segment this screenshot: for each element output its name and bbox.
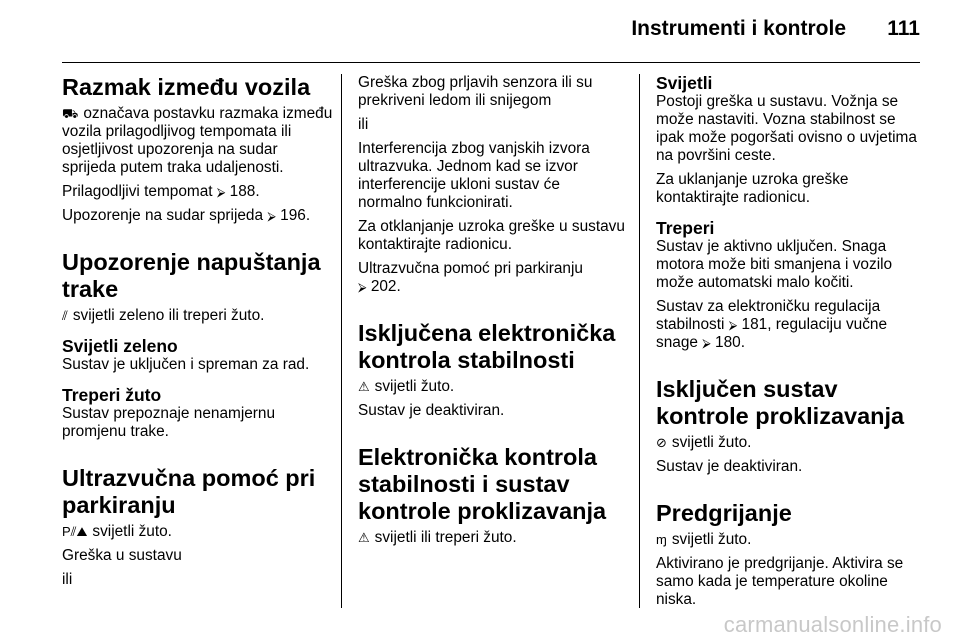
heading-tc-off: Isključen sustav kontrole proklizavanja <box>656 376 905 429</box>
paragraph-lit-contact: Za uklanjanje uzroka greške kontaktirajte radionicu. <box>656 171 849 206</box>
heading-preheat: Predgrijanje <box>656 500 792 526</box>
fcw-reference-text: Upozorenje na sudar sprijeda <box>62 207 264 224</box>
lane-departure-icon: ⫽ <box>62 308 68 323</box>
paragraph-preheat <box>656 531 924 549</box>
preheat-text: svijetli žuto. <box>671 531 752 548</box>
column-2 <box>358 74 628 553</box>
preheat-coil-icon: ɱ <box>656 532 667 547</box>
heading-distance: Razmak između vozila <box>62 74 311 100</box>
paragraph-dirty-sensors: Greška zbog prljavih senzora ili su prekriveni ledom ili snijegom <box>358 74 593 109</box>
column-divider <box>341 74 342 608</box>
paragraph-distance <box>62 105 334 177</box>
paragraph-lit: Postoji greška u sustavu. Vožnja se može nastaviti. Vozna stabilnost se ipak može pogoršati ovisno o uvjetima na površini ceste. <box>656 93 917 164</box>
fcw-reference-page[interactable]: 196. <box>280 207 311 224</box>
paragraph-preheat-info: Aktivirano je predgrijanje. Aktivira se samo kada je temperature okoline niska. <box>656 555 904 608</box>
paragraph-contact-workshop: Za otklanjanje uzroka greške u sustavu kontaktirajte radionicu. <box>358 218 625 253</box>
acc-reference <box>62 183 334 201</box>
esc-icon: ⚠ <box>358 530 370 545</box>
heading-flashing-yellow: Treperi žuto <box>62 385 162 405</box>
paragraph-fault: Greška u sustavu <box>62 547 182 564</box>
car-distance-icon: ⛟ <box>62 106 79 121</box>
distance-text: označava postavku razmaka između vozila prilagodljivog tempomata ili osjetljivost upozorenja na sudar sprijeda putem traka udaljenosti. <box>62 105 333 176</box>
parking-assist-icon: P⫽⛰ <box>62 524 88 539</box>
tc-off-icon: ⊘ <box>656 435 667 450</box>
page-arrow-icon: ⮚ <box>728 318 738 332</box>
paragraph-or: ili <box>358 116 369 133</box>
heading-esc-tc: Elektronička kontrola stabilnosti i sustav kontrole proklizavanja <box>358 444 607 524</box>
parking-reference <box>358 260 628 296</box>
paragraph-parking <box>62 523 334 541</box>
section-title: Instrumenti i kontrole <box>631 17 846 40</box>
column-divider <box>639 74 640 608</box>
paragraph-esc-off-deactivated: Sustav je deaktiviran. <box>358 402 505 419</box>
tc-reference-page[interactable]: 180. <box>715 334 745 351</box>
column-3 <box>656 74 924 609</box>
paragraph-flashing-yellow: Sustav prepoznaje nenamjernu promjenu trake. <box>62 405 276 440</box>
watermark: carmanualsonline.info <box>723 612 942 637</box>
heading-lit: Svijetli <box>656 73 713 93</box>
parking-reference-text: Ultrazvučna pomoć pri parkiranju <box>358 260 583 277</box>
lane-text: svijetli zeleno ili treperi žuto. <box>72 307 265 324</box>
esc-reference-page[interactable]: 181 <box>741 316 768 333</box>
paragraph-esc-tc <box>358 529 628 547</box>
column-1 <box>62 74 334 595</box>
page-arrow-icon: ⮚ <box>267 209 276 223</box>
tc-off-text: svijetli žuto. <box>671 434 752 451</box>
paragraph-tc-off-deactivated: Sustav je deaktiviran. <box>656 458 803 475</box>
paragraph-or: ili <box>62 571 73 588</box>
paragraph-tc-off <box>656 434 924 452</box>
page-arrow-icon: ⮚ <box>216 185 226 199</box>
page-arrow-icon: ⮚ <box>702 336 711 350</box>
paragraph-interference: Interferencija zbog vanjskih izvora ultrazvuka. Jednom kad se izvor interferencije ukloni sustav će normalno funkcionirati. <box>358 140 590 211</box>
parking-reference-page[interactable]: 202. <box>370 278 401 295</box>
esc-off-icon: ⚠ <box>358 379 370 394</box>
acc-reference-page[interactable]: 188. <box>229 183 260 200</box>
heading-lane: Upozorenje napuštanja trake <box>62 249 321 302</box>
heading-esc-off: Isključena elektronička kontrola stabilnosti <box>358 320 616 373</box>
esc-tc-text: svijetli ili treperi žuto. <box>374 529 517 546</box>
page-arrow-icon: ⮚ <box>358 280 367 294</box>
parking-text: svijetli žuto. <box>92 523 172 540</box>
paragraph-esc-off <box>358 378 628 396</box>
esc-reference-text: Sustav za elektroničku regulacija stabilnosti <box>656 298 881 333</box>
paragraph-lit-green: Sustav je uključen i spreman za rad. <box>62 356 310 373</box>
page-number: 111 <box>887 17 920 40</box>
paragraph-flashing: Sustav je aktivno uključen. Snaga motora može biti smanjena i vozilo može automatski malo kočiti. <box>656 238 893 291</box>
page-header <box>62 0 920 63</box>
heading-flashing: Treperi <box>656 218 715 238</box>
fcw-reference <box>62 207 334 225</box>
heading-parking: Ultrazvučna pomoć pri parkiranju <box>62 465 316 518</box>
paragraph-lane <box>62 307 334 325</box>
esc-off-text: svijetli žuto. <box>374 378 455 395</box>
esc-tc-reference <box>656 298 924 352</box>
acc-reference-text: Prilagodljivi tempomat <box>62 183 213 200</box>
tc-reference-text: , regulaciju vučne snage <box>656 316 888 351</box>
heading-lit-green: Svijetli zeleno <box>62 336 178 356</box>
